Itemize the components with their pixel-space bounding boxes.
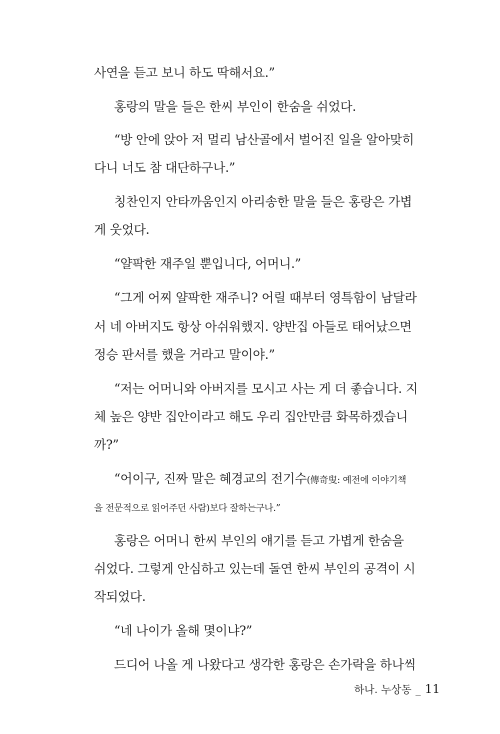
page-footer	[330, 682, 440, 697]
text-line: 드디어 나올 게 나왔다고 생각한 홍랑은 손가락을 하나씩	[114, 657, 416, 672]
text-line: 정승 판서를 했을 거라고 말이야.”	[94, 347, 275, 362]
text-segment: “어이구, 진짜 말은 혜경교의 전기수	[114, 471, 307, 486]
page-number: 11	[424, 682, 440, 696]
text-line: 까?”	[94, 437, 119, 452]
text-line: “그게 어찌 얄팍한 재주니? 어릴 때부터 영특함이 남달라	[114, 290, 417, 305]
text-line: 홍랑의 말을 들은 한씨 부인이 한숨을 쉬었다.	[114, 99, 357, 114]
text-line: “방 안에 앉아 저 멀리 남산골에서 벌어진 일을 알아맞히	[114, 132, 414, 147]
text-line	[94, 498, 412, 518]
text-line: 사연을 듣고 보니 하도 딱해서요.”	[94, 65, 275, 80]
text-line: 서 네 아버지도 항상 아쉬워했지. 양반집 아들로 태어났으면	[94, 319, 412, 334]
chapter-title: 하나. 누상동	[354, 684, 412, 696]
text-line: “저는 어머니와 아버지를 모시고 사는 게 더 좋습니다. 지	[114, 381, 418, 396]
text-line: “얄팍한 재주일 뿐입니다, 어머니.”	[114, 256, 302, 271]
text-line: 게 웃었다.	[94, 222, 150, 237]
text-line: 홍랑은 어머니 한씨 부인의 얘기를 듣고 가볍게 한숨을	[114, 533, 404, 548]
inline-annotation-cont: 을 전문적으로 읽어주던 사람)보다 잘하는구나.”	[94, 503, 281, 514]
text-line-with-note	[114, 470, 412, 490]
text-line: “네 나이가 올해 몇이냐?”	[114, 623, 253, 638]
text-line: 쉬었다. 그렇게 안심하고 있는데 돌연 한씨 부인의 공격이 시	[94, 561, 416, 576]
text-line: 체 높은 양반 집안이라고 해도 우리 집안만큼 화목하겠습니	[94, 409, 408, 424]
text-line: 작되었다.	[94, 589, 146, 604]
text-line: 칭찬인지 안타까움인지 아리송한 말을 들은 홍랑은 가볍	[114, 194, 413, 209]
footer-separator: _	[415, 684, 421, 696]
text-line: 다니 너도 참 대단하구나.”	[94, 160, 236, 175]
inline-annotation: (傳奇叟: 예전에 이야기책	[306, 475, 407, 486]
